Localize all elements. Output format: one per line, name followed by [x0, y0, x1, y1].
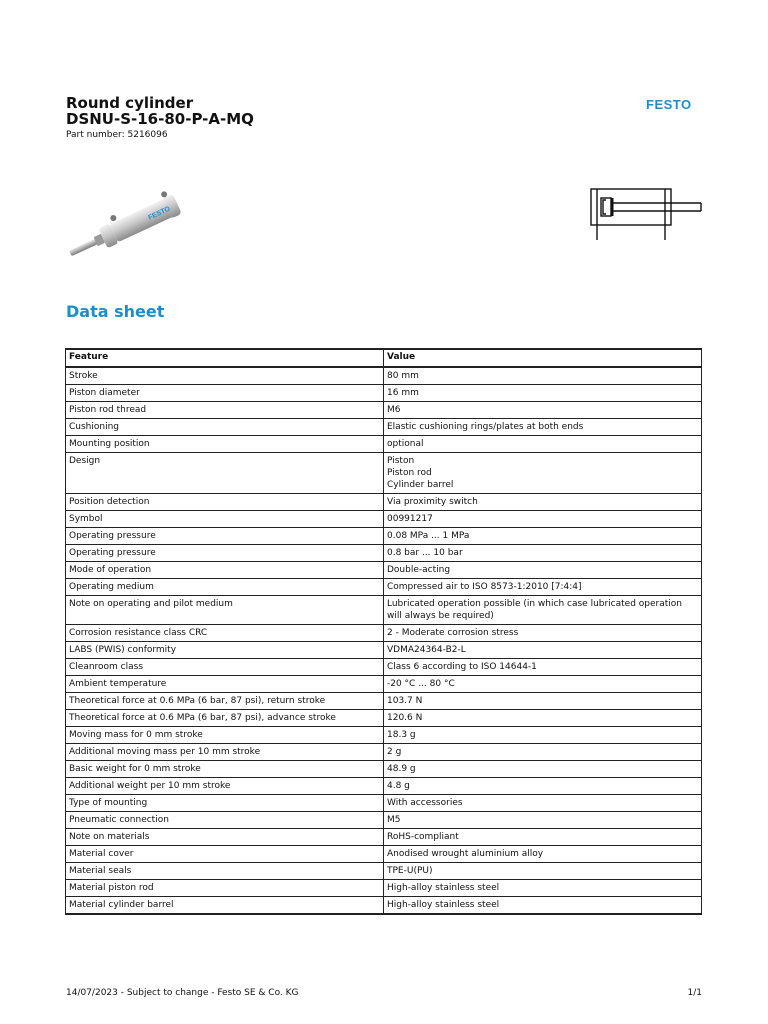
value-cell: 120.6 N: [384, 710, 702, 727]
product-code: DSNU-S-16-80-P-A-MQ: [66, 110, 254, 128]
table-row: [66, 761, 702, 778]
table-row: [66, 659, 702, 676]
document-header: [66, 95, 254, 140]
festo-logo: FESTO: [646, 97, 692, 112]
feature-cell: Symbol: [66, 511, 384, 528]
table-row: [66, 812, 702, 829]
table-row: [66, 744, 702, 761]
product-image-label: FESTO: [147, 205, 172, 222]
value-cell: High-alloy stainless steel: [384, 880, 702, 897]
table-row: [66, 419, 702, 436]
table-row: [66, 897, 702, 915]
value-cell: 0.08 MPa ... 1 MPa: [384, 528, 702, 545]
feature-cell: Pneumatic connection: [66, 812, 384, 829]
feature-cell: LABS (PWIS) conformity: [66, 642, 384, 659]
feature-cell: Additional moving mass per 10 mm stroke: [66, 744, 384, 761]
value-cell: 48.9 g: [384, 761, 702, 778]
table-row: [66, 795, 702, 812]
table-row: [66, 829, 702, 846]
feature-cell: Material cover: [66, 846, 384, 863]
cylinder-photo-icon: [62, 186, 192, 266]
feature-cell: Piston rod thread: [66, 402, 384, 419]
value-cell: M6: [384, 402, 702, 419]
feature-cell: Additional weight per 10 mm stroke: [66, 778, 384, 795]
feature-cell: Operating medium: [66, 579, 384, 596]
feature-cell: Position detection: [66, 494, 384, 511]
table-row: [66, 402, 702, 419]
value-cell: 2 - Moderate corrosion stress: [384, 625, 702, 642]
table-row: [66, 367, 702, 385]
product-image: [62, 186, 192, 270]
table-row: [66, 579, 702, 596]
page-footer: [66, 988, 702, 998]
feature-cell: Operating pressure: [66, 528, 384, 545]
value-cell: 0.8 bar ... 10 bar: [384, 545, 702, 562]
column-header-feature: Feature: [66, 349, 384, 367]
page-number: 1/1: [687, 988, 702, 998]
feature-cell: Mounting position: [66, 436, 384, 453]
product-title: Round cylinder: [66, 94, 194, 112]
value-cell: Double-acting: [384, 562, 702, 579]
value-cell: optional: [384, 436, 702, 453]
feature-cell: Material piston rod: [66, 880, 384, 897]
feature-cell: Moving mass for 0 mm stroke: [66, 727, 384, 744]
table-row: [66, 880, 702, 897]
feature-cell: Cleanroom class: [66, 659, 384, 676]
value-cell: Lubricated operation possible (in which case lubricated operation will always be required): [384, 596, 702, 625]
value-cell: M5: [384, 812, 702, 829]
table-row: [66, 676, 702, 693]
table-row: [66, 511, 702, 528]
feature-cell: Piston diameter: [66, 385, 384, 402]
value-cell: Piston Piston rod Cylinder barrel: [384, 453, 702, 494]
feature-cell: Operating pressure: [66, 545, 384, 562]
cylinder-symbol-icon: [590, 186, 705, 244]
feature-cell: Corrosion resistance class CRC: [66, 625, 384, 642]
table-row: [66, 494, 702, 511]
feature-cell: Design: [66, 453, 384, 494]
table-row: [66, 596, 702, 625]
table-row: [66, 436, 702, 453]
table-row: [66, 545, 702, 562]
table-body: [66, 367, 702, 914]
value-cell: 2 g: [384, 744, 702, 761]
feature-cell: Material cylinder barrel: [66, 897, 384, 915]
table-row: [66, 727, 702, 744]
feature-cell: Note on operating and pilot medium: [66, 596, 384, 625]
table-row: [66, 385, 702, 402]
table-row: [66, 778, 702, 795]
value-cell: VDMA24364-B2-L: [384, 642, 702, 659]
value-cell: 103.7 N: [384, 693, 702, 710]
feature-cell: Cushioning: [66, 419, 384, 436]
feature-cell: Mode of operation: [66, 562, 384, 579]
value-cell: High-alloy stainless steel: [384, 897, 702, 915]
table-row: [66, 625, 702, 642]
value-cell: RoHS-compliant: [384, 829, 702, 846]
value-cell: 00991217: [384, 511, 702, 528]
feature-cell: Basic weight for 0 mm stroke: [66, 761, 384, 778]
feature-cell: Note on materials: [66, 829, 384, 846]
value-cell: 16 mm: [384, 385, 702, 402]
value-cell: -20 °C ... 80 °C: [384, 676, 702, 693]
value-cell: Compressed air to ISO 8573-1:2010 [7:4:4]: [384, 579, 702, 596]
table-row: [66, 846, 702, 863]
value-cell: Via proximity switch: [384, 494, 702, 511]
feature-cell: Theoretical force at 0.6 MPa (6 bar, 87 psi), advance stroke: [66, 710, 384, 727]
table-row: [66, 453, 702, 494]
value-cell: Elastic cushioning rings/plates at both ends: [384, 419, 702, 436]
table-row: [66, 642, 702, 659]
data-sheet-table: [65, 348, 702, 915]
section-title: Data sheet: [66, 302, 165, 321]
feature-cell: Ambient temperature: [66, 676, 384, 693]
value-cell: With accessories: [384, 795, 702, 812]
table-header-row: [66, 349, 702, 367]
feature-cell: Stroke: [66, 367, 384, 385]
value-cell: 18.3 g: [384, 727, 702, 744]
value-cell: 80 mm: [384, 367, 702, 385]
value-cell: Anodised wrought aluminium alloy: [384, 846, 702, 863]
column-header-value: Value: [384, 349, 702, 367]
footer-text: 14/07/2023 - Subject to change - Festo SE & Co. KG: [66, 988, 299, 998]
table-row: [66, 528, 702, 545]
feature-cell: Theoretical force at 0.6 MPa (6 bar, 87 psi), return stroke: [66, 693, 384, 710]
table-row: [66, 693, 702, 710]
table-row: [66, 710, 702, 727]
pneumatic-symbol: [590, 186, 705, 248]
part-number: Part number: 5216096: [66, 130, 168, 140]
feature-cell: Material seals: [66, 863, 384, 880]
table-row: [66, 562, 702, 579]
feature-cell: Type of mounting: [66, 795, 384, 812]
table-row: [66, 863, 702, 880]
value-cell: TPE-U(PU): [384, 863, 702, 880]
value-cell: Class 6 according to ISO 14644-1: [384, 659, 702, 676]
value-cell: 4.8 g: [384, 778, 702, 795]
